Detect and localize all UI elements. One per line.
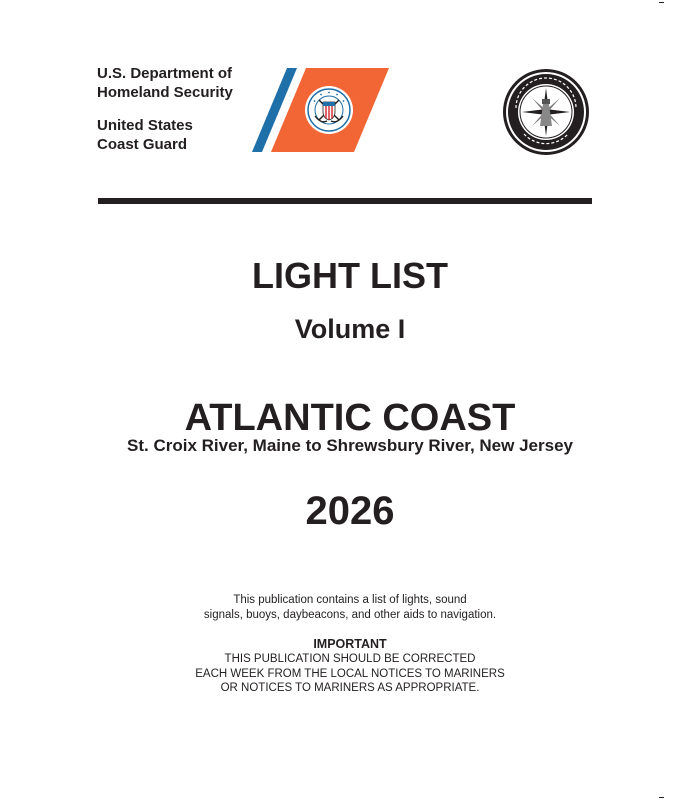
description-line-1: This publication contains a list of lights, sound [233,594,467,606]
department-line-2: Homeland Security [97,84,233,101]
important-notice [0,652,700,696]
crop-mark-top-right [659,2,664,3]
agency-spacer [97,102,233,116]
important-line-3: OR NOTICES TO MARINERS AS APPROPRIATE. [220,682,480,694]
header-divider-rule [98,198,592,204]
important-heading: IMPORTANT [313,637,387,651]
shield-icon [323,102,335,120]
edition-year: 2026 [305,489,395,533]
region-extent: St. Croix River, Maine to Shrewsbury River, New Jersey [127,436,573,455]
document-title: LIGHT LIST [252,255,448,296]
publication-description [0,593,700,623]
crop-mark-bottom-right [659,797,664,798]
department-line-1: U.S. Department of [97,65,233,82]
navigation-center-seal [502,68,590,156]
uscg-racing-stripe-logo [250,68,390,152]
coast-guard-emblem [305,86,353,134]
description-line-2: signals, buoys, daybeacons, and other aids to navigation. [203,609,497,621]
service-line-1: United States [97,117,193,134]
volume-label: Volume I [294,314,406,344]
service-line-2: Coast Guard [97,136,188,153]
important-line-1: THIS PUBLICATION SHOULD BE CORRECTED [224,653,476,665]
agency-block [97,64,233,154]
important-line-2: EACH WEEK FROM THE LOCAL NOTICES TO MARINERS [195,667,505,680]
region-heading: ATLANTIC COAST [184,397,516,439]
